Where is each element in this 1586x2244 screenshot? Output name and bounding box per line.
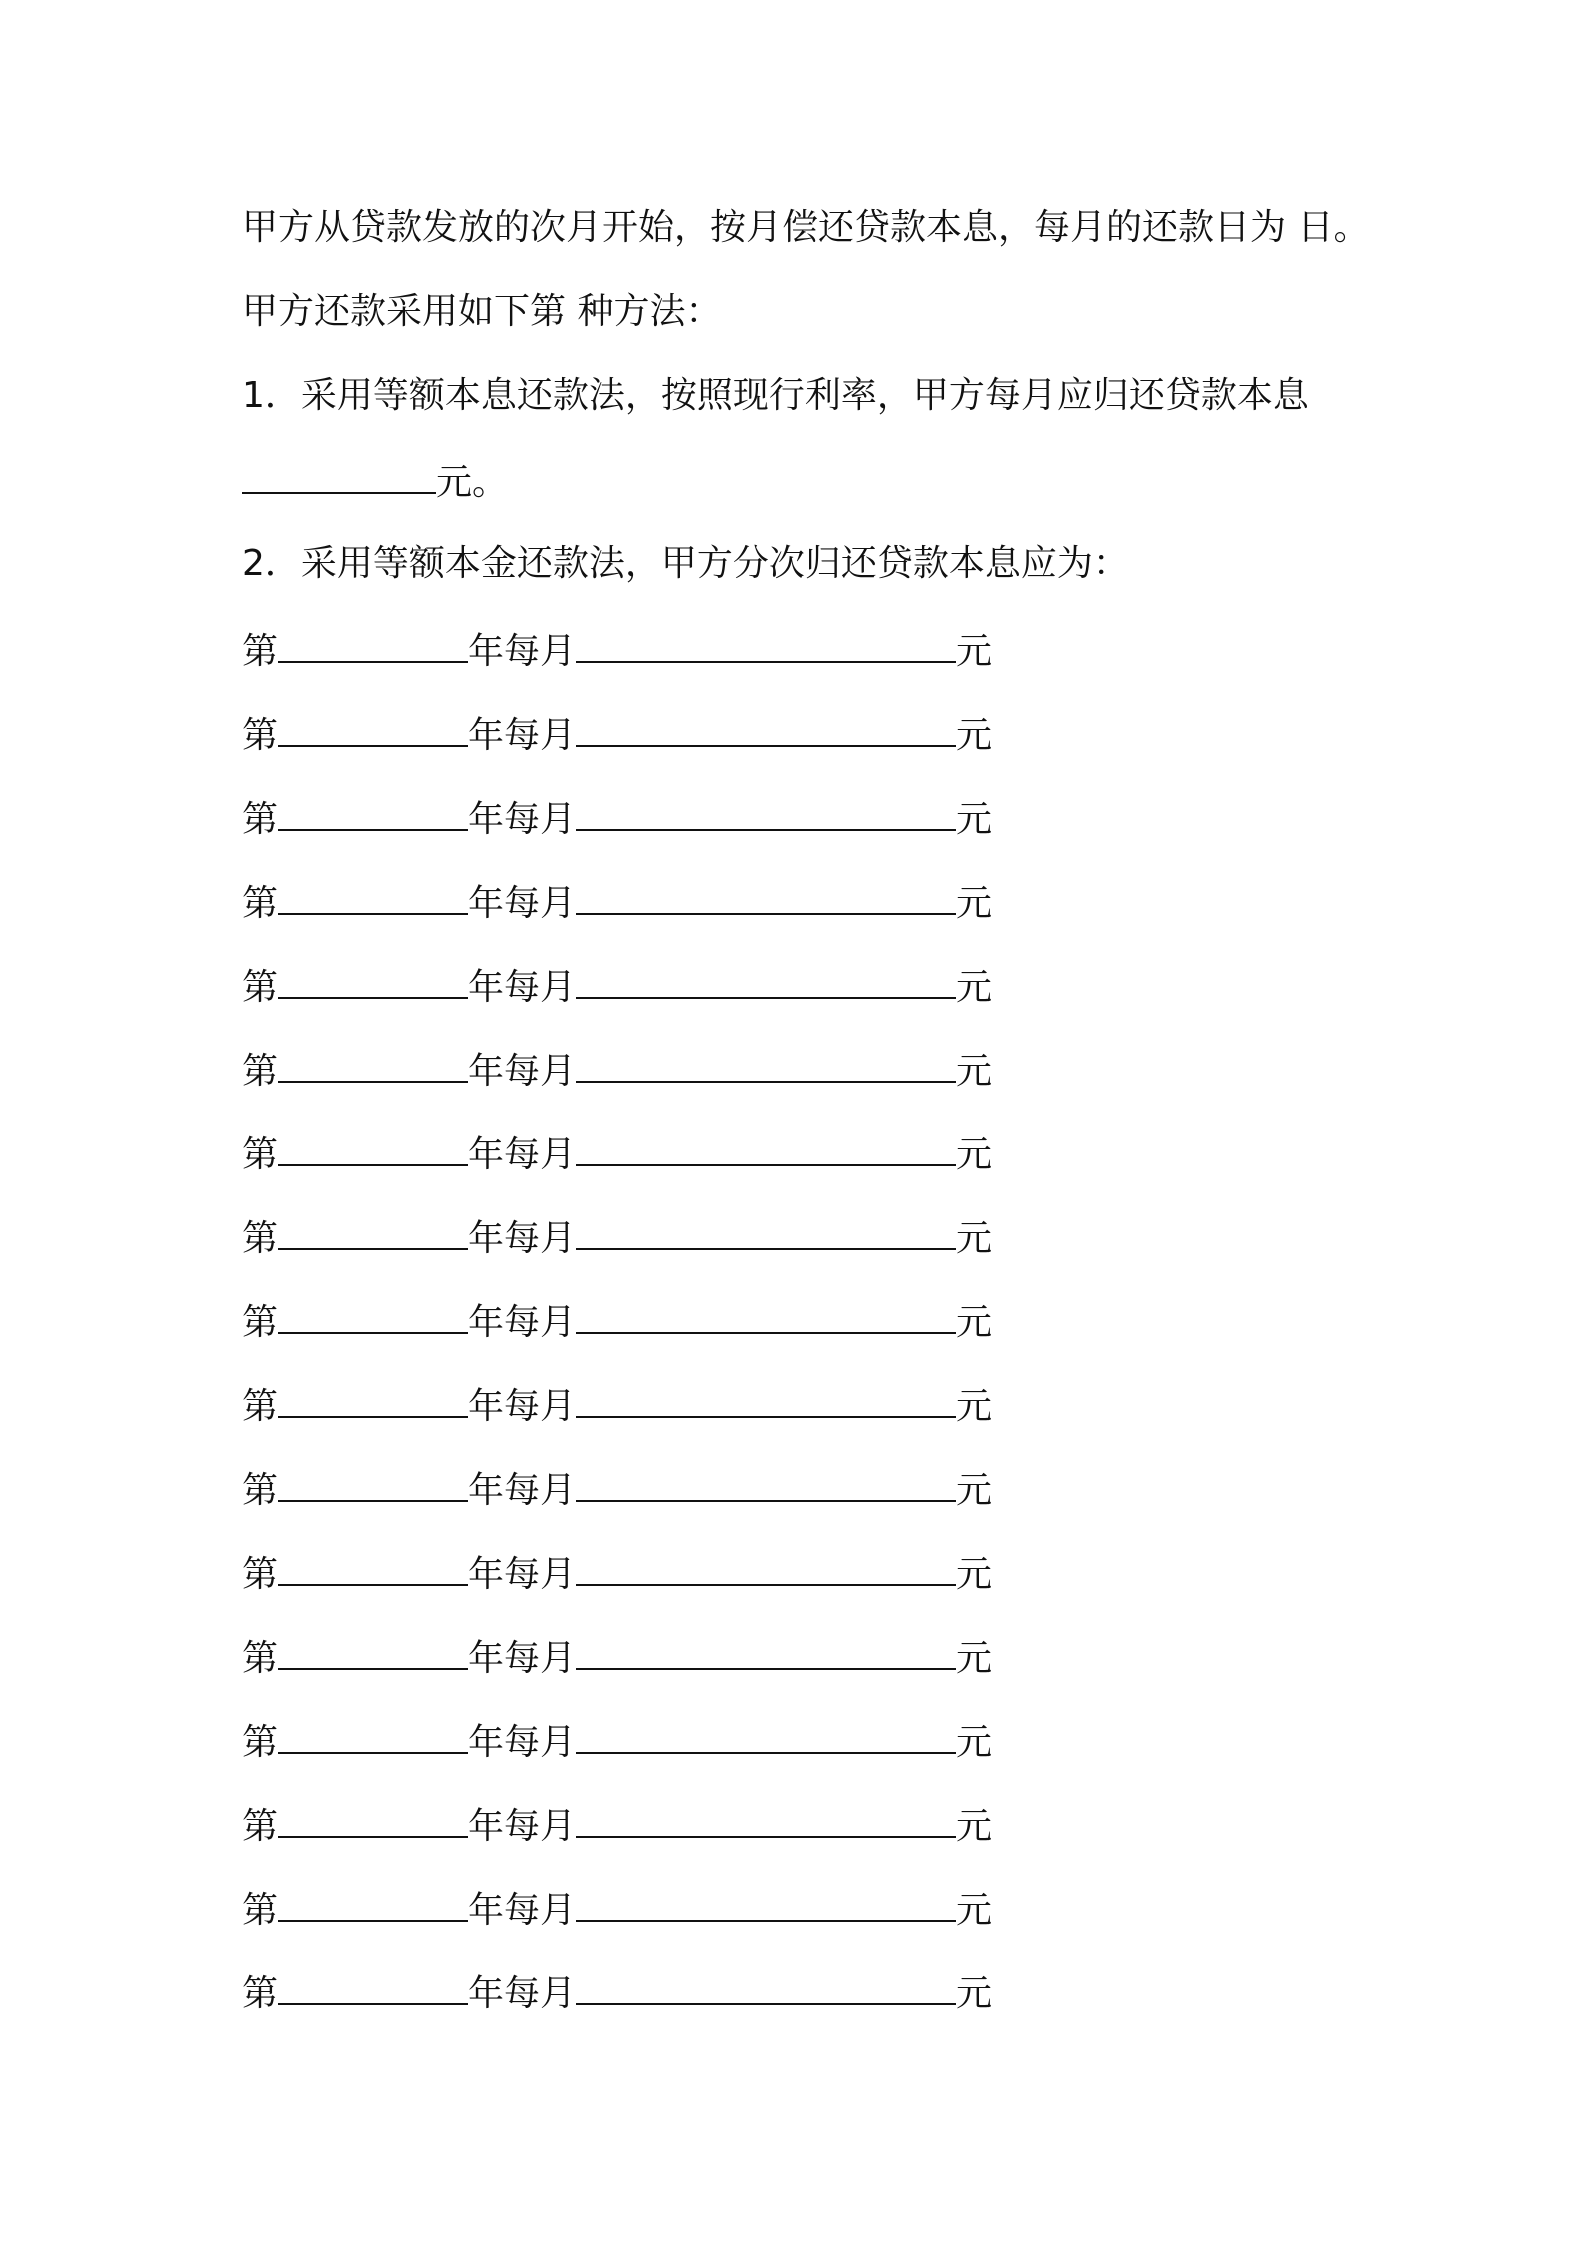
amount-blank[interactable] [576,1298,956,1334]
year-blank[interactable] [278,711,468,747]
installment-suffix: 元 [956,1890,993,1931]
installment-row [242,795,992,842]
amount-blank[interactable] [576,1466,956,1502]
year-blank[interactable] [278,1298,468,1334]
monthly-amount-blank[interactable] [242,458,436,494]
installment-row [242,1802,992,1849]
installment-prefix: 第 [242,1386,279,1427]
year-blank[interactable] [278,879,468,915]
installment-suffix: 元 [956,1470,993,1511]
method-2-description [242,542,1129,586]
installment-prefix: 第 [242,715,279,756]
amount-blank[interactable] [576,879,956,915]
installment-prefix: 第 [242,1218,279,1259]
method-1-text: 1．采用等额本息还款法，按照现行利率，甲方每月应归还贷款本息 [242,375,1309,416]
installment-suffix: 元 [956,1973,993,2014]
installment-suffix: 元 [956,1386,993,1427]
year-blank[interactable] [278,1550,468,1586]
year-blank[interactable] [278,1382,468,1418]
installment-suffix: 元 [956,1638,993,1679]
year-blank[interactable] [278,1969,468,2005]
amount-blank[interactable] [576,795,956,831]
paragraph-repayment-method [242,290,721,334]
installment-suffix: 元 [956,1218,993,1259]
installment-middle: 年每月 [468,715,577,756]
amount-blank[interactable] [576,1634,956,1670]
installment-prefix: 第 [242,799,279,840]
year-blank[interactable] [278,1802,468,1838]
installment-row [242,1382,992,1429]
year-blank[interactable] [278,1047,468,1083]
year-blank[interactable] [278,1130,468,1166]
installment-suffix: 元 [956,1722,993,1763]
installment-suffix: 元 [956,799,993,840]
year-blank[interactable] [278,1886,468,1922]
installment-middle: 年每月 [468,1722,577,1763]
amount-blank[interactable] [576,1718,956,1754]
amount-blank[interactable] [576,1550,956,1586]
installment-suffix: 元 [956,1302,993,1343]
installment-suffix: 元 [956,1554,993,1595]
installment-middle: 年每月 [468,1638,577,1679]
installment-row [242,1550,992,1597]
installment-middle: 年每月 [468,1302,577,1343]
installment-middle: 年每月 [468,1386,577,1427]
installment-row [242,963,992,1010]
installment-suffix: 元 [956,1134,993,1175]
installment-row [242,1130,992,1177]
installment-prefix: 第 [242,1722,279,1763]
installment-middle: 年每月 [468,631,577,672]
method-1-unit: 元。 [436,462,509,503]
installment-prefix: 第 [242,1051,279,1092]
installment-row [242,711,992,758]
installment-prefix: 第 [242,883,279,924]
installment-prefix: 第 [242,1554,279,1595]
installment-row [242,879,992,926]
installment-middle: 年每月 [468,799,577,840]
installment-suffix: 元 [956,1051,993,1092]
installment-prefix: 第 [242,1638,279,1679]
installment-prefix: 第 [242,1302,279,1343]
installment-middle: 年每月 [468,1890,577,1931]
installment-row [242,627,992,674]
installment-row [242,1634,992,1681]
installment-middle: 年每月 [468,1806,577,1847]
installment-prefix: 第 [242,1890,279,1931]
installment-prefix: 第 [242,1973,279,2014]
installment-prefix: 第 [242,967,279,1008]
installment-middle: 年每月 [468,967,577,1008]
installment-suffix: 元 [956,715,993,756]
installment-middle: 年每月 [468,1218,577,1259]
amount-blank[interactable] [576,1382,956,1418]
amount-blank[interactable] [576,711,956,747]
installment-suffix: 元 [956,1806,993,1847]
installment-row [242,1298,992,1345]
year-blank[interactable] [278,963,468,999]
method-2-text: 2．采用等额本金还款法，甲方分次归还贷款本息应为： [242,543,1129,584]
paragraph-repayment-date [242,206,1369,250]
year-blank[interactable] [278,1214,468,1250]
amount-blank[interactable] [576,627,956,663]
paragraph-repayment-date-text: 甲方从贷款发放的次月开始，按月偿还贷款本息，每月的还款日为 日。 [242,207,1370,248]
installment-prefix: 第 [242,631,279,672]
method-1-description [242,374,1309,418]
installment-suffix: 元 [956,631,993,672]
amount-blank[interactable] [576,1886,956,1922]
amount-blank[interactable] [576,1969,956,2005]
installment-row [242,1214,992,1261]
amount-blank[interactable] [576,1802,956,1838]
installment-middle: 年每月 [468,1973,577,2014]
year-blank[interactable] [278,1718,468,1754]
year-blank[interactable] [278,795,468,831]
installment-middle: 年每月 [468,1470,577,1511]
amount-blank[interactable] [576,1047,956,1083]
installment-suffix: 元 [956,967,993,1008]
year-blank[interactable] [278,1634,468,1670]
year-blank[interactable] [278,1466,468,1502]
installment-row [242,1969,992,2016]
installment-prefix: 第 [242,1134,279,1175]
amount-blank[interactable] [576,963,956,999]
installment-prefix: 第 [242,1470,279,1511]
method-1-amount-line [242,458,508,505]
installment-prefix: 第 [242,1806,279,1847]
installment-row [242,1718,992,1765]
installment-middle: 年每月 [468,1134,577,1175]
installment-suffix: 元 [956,883,993,924]
installment-middle: 年每月 [468,1554,577,1595]
installment-middle: 年每月 [468,1051,577,1092]
installment-row [242,1466,992,1513]
amount-blank[interactable] [576,1130,956,1166]
installment-middle: 年每月 [468,883,577,924]
installment-row [242,1886,992,1933]
paragraph-repayment-method-text: 甲方还款采用如下第 种方法： [242,291,722,332]
installment-row [242,1047,992,1094]
amount-blank[interactable] [576,1214,956,1250]
year-blank[interactable] [278,627,468,663]
